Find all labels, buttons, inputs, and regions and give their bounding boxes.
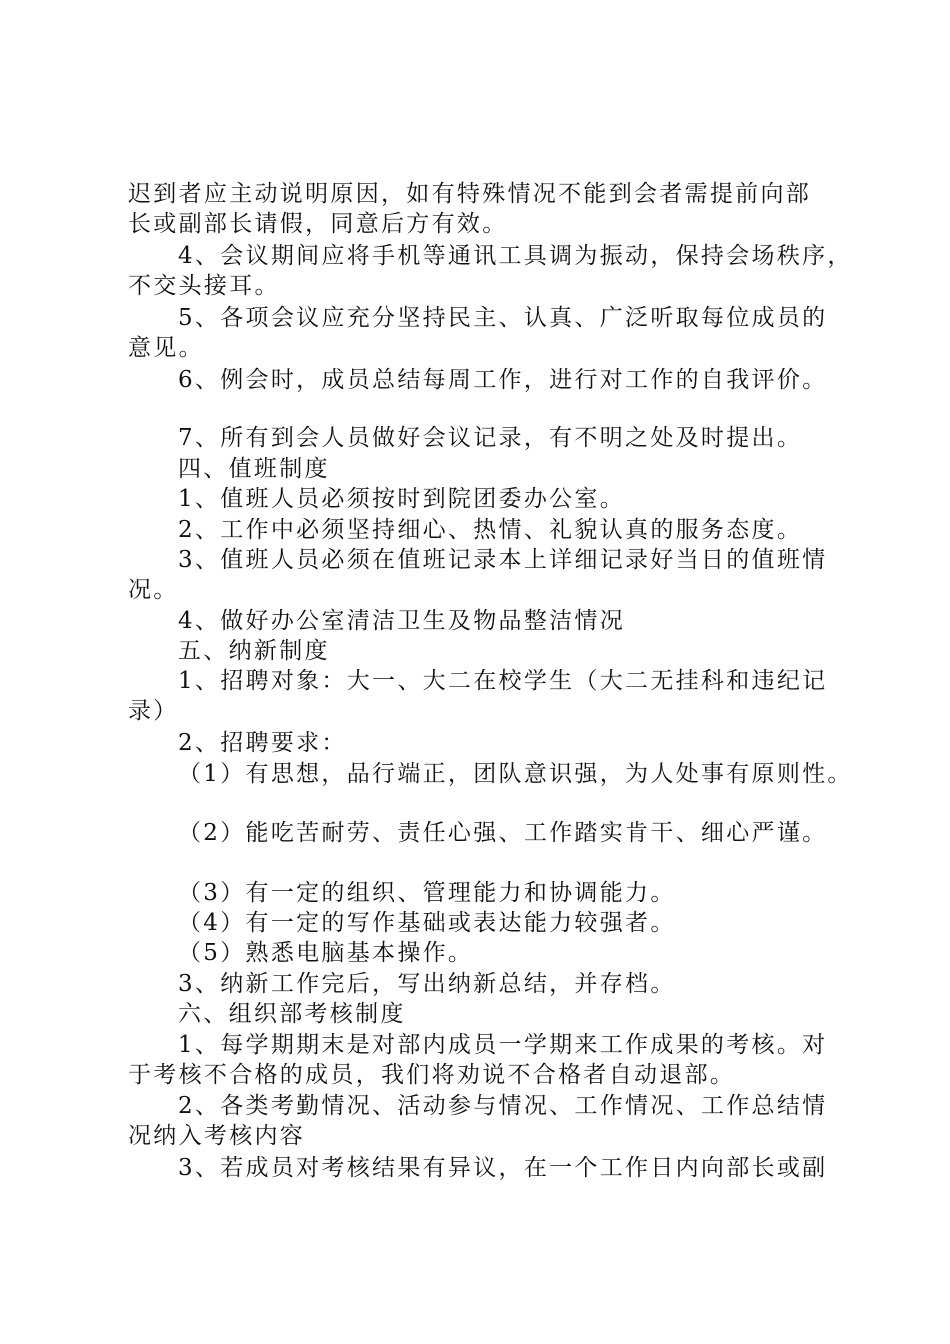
section-heading: 四、值班制度 [178,456,330,482]
text-line: 于考核不合格的成员，我们将劝说不合格者自动退部。 [128,1062,736,1088]
text-line: 1、值班人员必须按时到院团委办公室。 [178,486,626,512]
text-line: （3）有一定的组织、管理能力和协调能力。 [178,880,676,906]
text-line: 4、做好办公室清洁卫生及物品整洁情况 [178,608,626,634]
text-line: 2、工作中必须坚持细心、热情、礼貌认真的服务态度。 [178,517,803,543]
text-line: 意见。 [128,335,204,361]
text-line: 况纳入考核内容 [128,1123,306,1149]
text-line: 4、会议期间应将手机等通讯工具调为振动，保持会场秩序， [178,243,853,269]
text-line: （4）有一定的写作基础或表达能力较强者。 [178,910,676,936]
text-line: 1、招聘对象：大一、大二在校学生（大二无挂科和违纪记 [178,668,828,694]
section-heading: 五、纳新制度 [178,638,330,664]
text-line: 长或副部长请假，同意后方有效。 [128,211,508,237]
text-line: （2）能吃苦耐劳、责任心强、工作踏实肯干、细心严谨。 [178,820,828,846]
text-line: 况。 [128,577,179,603]
text-line: 迟到者应主动说明原因，如有特殊情况不能到会者需提前向部 [128,181,812,207]
text-line: 3、值班人员必须在值班记录本上详细记录好当日的值班情 [178,547,828,573]
text-line: 3、纳新工作完后，写出纳新总结，并存档。 [178,971,676,997]
text-line: 7、所有到会人员做好会议记录，有不明之处及时提出。 [178,425,803,451]
text-line: 2、招聘要求： [178,730,347,756]
text-line: 1、每学期期末是对部内成员一学期来工作成果的考核。对 [178,1032,828,1058]
section-heading: 六、组织部考核制度 [178,1001,406,1027]
text-line: 3、若成员对考核结果有异议，在一个工作日内向部长或副 [178,1155,828,1181]
text-line: （5）熟悉电脑基本操作。 [178,940,474,966]
text-line: 不交头接耳。 [128,273,280,299]
text-line: （1）有思想，品行端正，团队意识强，为人处事有原则性。 [178,761,853,787]
text-line: 6、例会时，成员总结每周工作，进行对工作的自我评价。 [178,367,828,393]
text-line: 2、各类考勤情况、活动参与情况、工作情况、工作总结情 [178,1093,828,1119]
text-line: 录） [128,698,179,724]
text-line: 5、各项会议应充分坚持民主、认真、广泛听取每位成员的 [178,305,828,331]
